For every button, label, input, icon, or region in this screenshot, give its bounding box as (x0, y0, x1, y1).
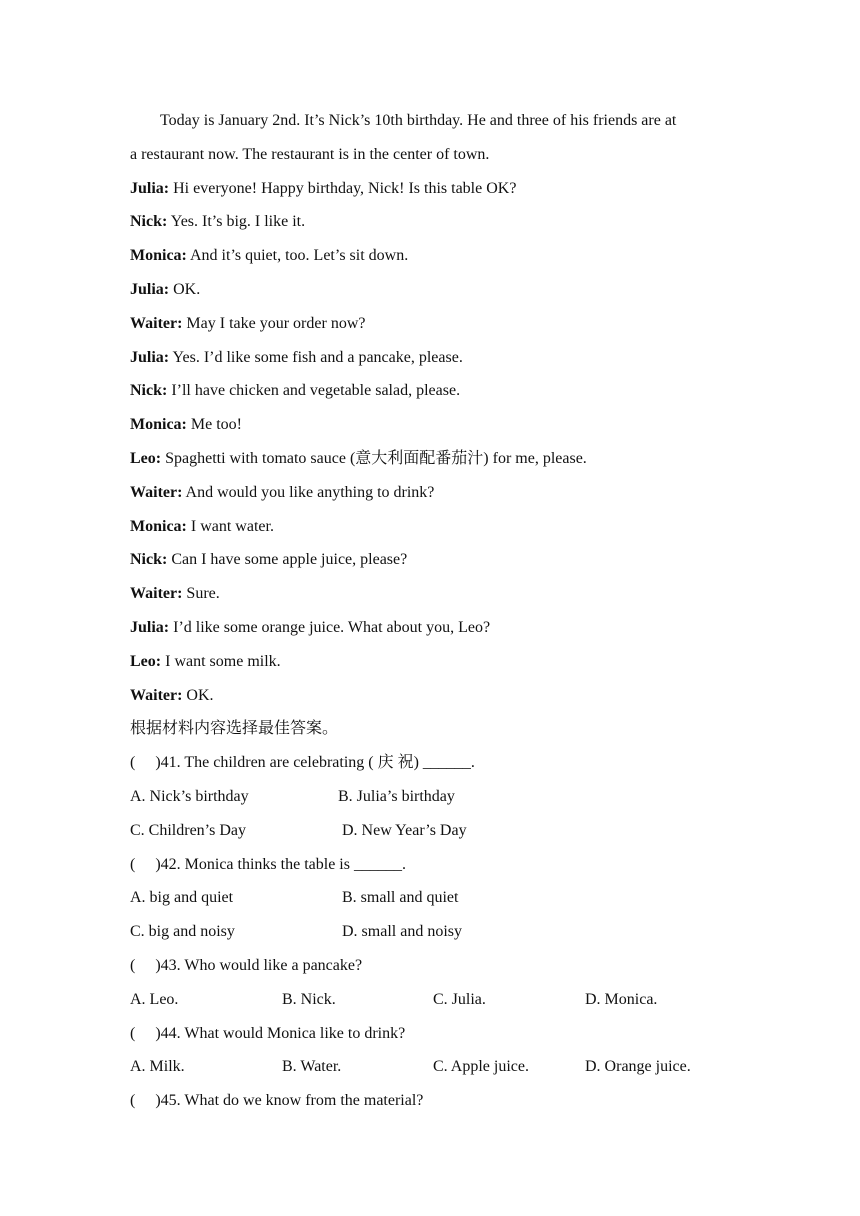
dialogue-line (130, 374, 730, 408)
dialogue (130, 172, 730, 713)
speaker-name: Nick: (130, 213, 168, 231)
dialogue-text: Can I have some apple juice, please? (167, 551, 408, 569)
dialogue-text: I want some milk. (161, 652, 281, 670)
options-row (130, 983, 730, 1017)
speaker-name: Monica: (130, 517, 187, 535)
options-row (130, 915, 730, 949)
option-d: D. Monica. (585, 990, 658, 1008)
option-c: C. Children’s Day (130, 821, 246, 839)
option-b: B. Julia’s birthday (338, 787, 455, 805)
dialogue-text: I want water. (186, 517, 274, 535)
document-page (130, 104, 730, 1118)
option-d: D. New Year’s Day (342, 821, 467, 839)
question-stem: 41. The children are celebrating ( 庆 祝) ______. (160, 754, 475, 772)
dialogue-text: Hi everyone! Happy birthday, Nick! Is this table OK? (169, 179, 517, 197)
dialogue-text: I’d like some orange juice. What about you, Leo? (169, 618, 491, 636)
dialogue-text: Sure. (182, 585, 220, 603)
dialogue-line (130, 273, 730, 307)
question-stem: 43. Who would like a pancake? (160, 956, 363, 974)
speaker-name: Julia: (130, 618, 170, 636)
speaker-name: Leo: (130, 449, 162, 467)
dialogue-line (130, 510, 730, 544)
option-a: A. Leo. (130, 990, 179, 1008)
dialogue-line (130, 543, 730, 577)
options-row (130, 1050, 730, 1084)
option-c: C. big and noisy (130, 923, 235, 941)
option-a: A. Milk. (130, 1058, 185, 1076)
dialogue-text: Yes. It’s big. I like it. (167, 213, 306, 231)
option-b: B. Water. (282, 1058, 342, 1076)
dialogue-text: Spaghetti with tomato sauce (意大利面配番茄汁) for me, please. (161, 449, 587, 467)
dialogue-text: OK. (182, 686, 214, 704)
options-row (130, 881, 730, 915)
speaker-name: Leo: (130, 652, 162, 670)
dialogue-line (130, 341, 730, 375)
options-row (130, 780, 730, 814)
question-43 (130, 949, 730, 983)
options-row (130, 814, 730, 848)
speaker-name: Julia: (130, 179, 170, 197)
option-d: D. small and noisy (342, 923, 462, 941)
dialogue-line (130, 172, 730, 206)
question-42 (130, 848, 730, 882)
speaker-name: Julia: (130, 348, 170, 366)
answer-blank[interactable]: ( ) (130, 855, 161, 873)
speaker-name: Waiter: (130, 686, 183, 704)
dialogue-line (130, 679, 730, 713)
speaker-name: Julia: (130, 280, 170, 298)
answer-blank[interactable]: ( ) (130, 754, 161, 772)
question-stem: 42. Monica thinks the table is ______. (160, 855, 406, 873)
dialogue-text: And it’s quiet, too. Let’s sit down. (186, 247, 409, 265)
dialogue-line (130, 239, 730, 273)
dialogue-line (130, 307, 730, 341)
passage-intro-line-2: a restaurant now. The restaurant is in the center of town. (130, 145, 490, 163)
answer-blank[interactable]: ( ) (130, 956, 161, 974)
option-a: A. Nick’s birthday (130, 787, 249, 805)
dialogue-line (130, 408, 730, 442)
dialogue-line (130, 442, 730, 476)
dialogue-text: And would you like anything to drink? (182, 483, 435, 501)
option-c: C. Julia. (433, 990, 486, 1008)
question-45 (130, 1084, 730, 1118)
instruction-text: 根据材料内容选择最佳答案。 (130, 720, 339, 738)
question-stem: 44. What would Monica like to drink? (160, 1024, 406, 1042)
answer-blank[interactable]: ( ) (130, 1024, 161, 1042)
speaker-name: Nick: (130, 551, 168, 569)
dialogue-line (130, 611, 730, 645)
dialogue-line (130, 577, 730, 611)
dialogue-text: Me too! (186, 416, 242, 434)
passage-intro-line-1: Today is January 2nd. It’s Nick’s 10th birthday. He and three of his friends are at (160, 112, 677, 129)
option-b: B. Nick. (282, 990, 336, 1008)
speaker-name: Monica: (130, 247, 187, 265)
dialogue-text: May I take your order now? (182, 314, 366, 332)
option-a: A. big and quiet (130, 889, 234, 907)
question-44 (130, 1017, 730, 1051)
speaker-name: Nick: (130, 382, 168, 400)
answer-blank[interactable]: ( ) (130, 1092, 161, 1110)
dialogue-line (130, 205, 730, 239)
speaker-name: Waiter: (130, 585, 183, 603)
question-stem: 45. What do we know from the material? (160, 1092, 424, 1110)
option-c: C. Apple juice. (433, 1058, 529, 1076)
speaker-name: Waiter: (130, 314, 183, 332)
speaker-name: Monica: (130, 416, 187, 434)
speaker-name: Waiter: (130, 483, 183, 501)
question-41 (130, 746, 730, 780)
dialogue-text: OK. (169, 280, 201, 298)
dialogue-text: Yes. I’d like some fish and a pancake, please. (169, 348, 463, 366)
dialogue-line (130, 645, 730, 679)
dialogue-line (130, 476, 730, 510)
dialogue-text: I’ll have chicken and vegetable salad, please. (167, 382, 461, 400)
option-b: B. small and quiet (342, 889, 459, 907)
option-d: D. Orange juice. (585, 1058, 691, 1076)
